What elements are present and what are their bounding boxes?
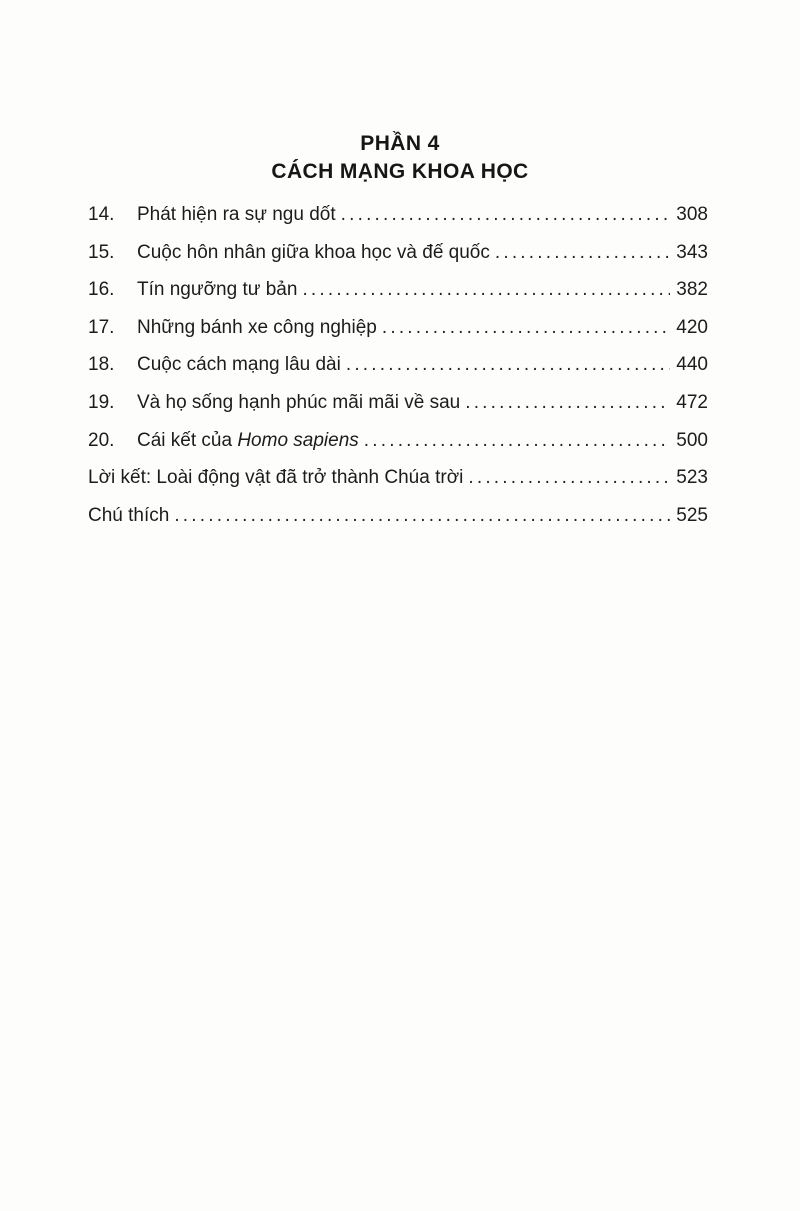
page-number: 420: [676, 316, 708, 338]
dot-leader: [302, 271, 670, 309]
page-number: 343: [676, 241, 708, 263]
chapter-title: [137, 422, 359, 460]
table-of-contents: [88, 196, 708, 534]
chapter-title-text: Cái kết của: [137, 429, 238, 451]
dot-leader: [495, 234, 670, 272]
dot-leader: [364, 422, 671, 460]
chapter-number: 20.: [88, 429, 115, 451]
chapter-title: [137, 384, 460, 422]
chapter-title-text: Cuộc cách mạng lâu dài: [137, 354, 341, 376]
chapter-title-text: Những bánh xe công nghiệp: [137, 316, 377, 338]
chapter-number: 16.: [88, 279, 115, 301]
part-header: [0, 130, 800, 186]
chapter-title: [137, 309, 377, 347]
part-number-heading: PHẦN 4: [360, 132, 440, 155]
chapter-title-text: Chú thích: [88, 504, 170, 526]
toc-entry: [88, 196, 708, 234]
dot-leader: [174, 497, 670, 535]
toc-entry: [88, 309, 708, 347]
chapter-title-text: Phát hiện ra sự ngu dốt: [137, 204, 336, 225]
toc-entry: [88, 422, 708, 460]
toc-entry: [88, 497, 708, 535]
chapter-title: [137, 346, 341, 384]
part-title-heading: CÁCH MẠNG KHOA HỌC: [271, 160, 529, 183]
chapter-number: 19.: [88, 391, 115, 413]
toc-entry: [88, 459, 708, 497]
dot-leader: [465, 384, 670, 422]
chapter-title: [137, 234, 490, 272]
chapter-number: 18.: [88, 354, 115, 376]
dot-leader: [468, 459, 670, 497]
chapter-number: 15.: [88, 241, 115, 263]
toc-entry: [88, 271, 708, 309]
chapter-title: [88, 497, 169, 535]
chapter-title-text: Cuộc hôn nhân giữa khoa học và đế quốc: [137, 241, 490, 263]
chapter-title-text: Tín ngưỡng tư bản: [137, 279, 298, 301]
chapter-title: [137, 271, 297, 309]
page-number: 472: [676, 391, 708, 413]
page-number: 500: [676, 429, 708, 451]
chapter-number: 17.: [88, 316, 115, 338]
dot-leader: [346, 346, 670, 384]
toc-entry: [88, 384, 708, 422]
page-number: 525: [676, 504, 708, 526]
page-number: 523: [676, 467, 708, 489]
chapter-number: 14.: [88, 204, 115, 225]
chapter-title: [88, 459, 463, 497]
page-number: 440: [676, 354, 708, 376]
chapter-title-italic: Homo sapiens: [237, 429, 359, 451]
chapter-title: [137, 196, 336, 234]
chapter-title-text: Lời kết: Loài động vật đã trở thành Chúa trời: [88, 467, 464, 489]
toc-entry: [88, 346, 708, 384]
chapter-title-text: Và họ sống hạnh phúc mãi mãi về sau: [137, 391, 461, 413]
dot-leader: [341, 196, 671, 234]
page-number: 308: [676, 204, 708, 225]
page-number: 382: [676, 279, 708, 301]
toc-entry: [88, 234, 708, 272]
dot-leader: [382, 309, 670, 347]
